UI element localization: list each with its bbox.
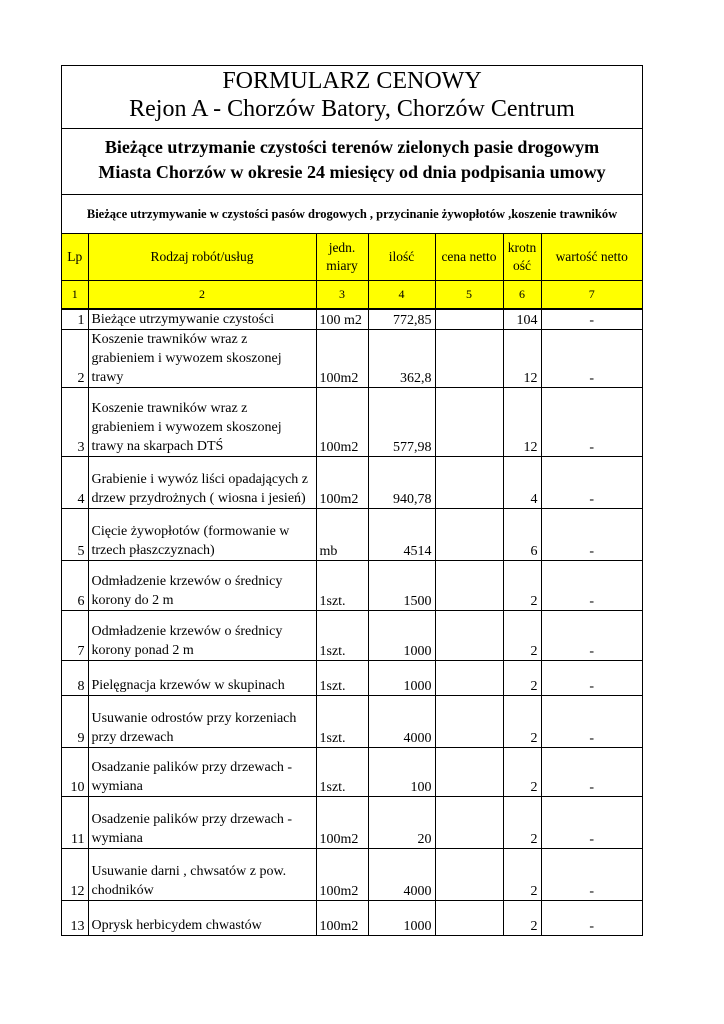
column-header-value: wartość netto (541, 234, 642, 281)
row-work-name: Cięcie żywopłotów (formowanie w trzech płaszczyznach) (88, 509, 316, 561)
row-unit: 100m2 (316, 901, 368, 936)
row-lp: 13 (62, 901, 88, 936)
table-row (62, 611, 642, 661)
row-work-name: Bieżące utrzymywanie czystości (88, 309, 316, 330)
row-lp: 5 (62, 509, 88, 561)
row-quantity: 577,98 (368, 388, 435, 457)
column-header-qty: ilość (368, 234, 435, 281)
column-number: 2 (88, 281, 316, 310)
row-multiplier: 2 (503, 561, 541, 611)
table-row (62, 388, 642, 457)
row-work-name: Grabienie i wywóz liści opadających z drzew przydrożnych ( wiosna i jesień) (88, 457, 316, 509)
row-net-value: - (541, 611, 642, 661)
table-row (62, 901, 642, 936)
row-net-price (435, 611, 503, 661)
row-multiplier: 2 (503, 661, 541, 696)
row-unit: mb (316, 509, 368, 561)
row-lp: 8 (62, 661, 88, 696)
subtitle-block (62, 129, 642, 195)
row-unit: 100m2 (316, 457, 368, 509)
row-multiplier: 6 (503, 509, 541, 561)
table-row (62, 661, 642, 696)
row-unit: 100 m2 (316, 309, 368, 330)
row-lp: 10 (62, 748, 88, 797)
row-lp: 12 (62, 849, 88, 901)
row-unit: 100m2 (316, 849, 368, 901)
row-net-value: - (541, 309, 642, 330)
row-net-price (435, 309, 503, 330)
row-quantity: 20 (368, 797, 435, 849)
price-form (61, 65, 643, 936)
table-row (62, 696, 642, 748)
column-header-mult: krotn ość (503, 234, 541, 281)
row-multiplier: 2 (503, 849, 541, 901)
row-lp: 11 (62, 797, 88, 849)
row-multiplier: 2 (503, 901, 541, 936)
row-net-price (435, 901, 503, 936)
row-unit: 1szt. (316, 661, 368, 696)
row-unit: 1szt. (316, 696, 368, 748)
column-number: 3 (316, 281, 368, 310)
row-work-name: Odmładzenie krzewów o średnicy korony ponad 2 m (88, 611, 316, 661)
row-unit: 100m2 (316, 797, 368, 849)
row-multiplier: 104 (503, 309, 541, 330)
row-multiplier: 2 (503, 696, 541, 748)
row-work-name: Koszenie trawników wraz z grabieniem i wywozem skoszonej trawy (88, 330, 316, 388)
table-row (62, 561, 642, 611)
row-net-value: - (541, 748, 642, 797)
column-number: 1 (62, 281, 88, 310)
row-multiplier: 12 (503, 388, 541, 457)
row-unit: 100m2 (316, 330, 368, 388)
row-quantity: 1500 (368, 561, 435, 611)
table-row (62, 309, 642, 330)
column-header-lp: Lp (62, 234, 88, 281)
row-multiplier: 2 (503, 611, 541, 661)
row-net-price (435, 330, 503, 388)
row-lp: 2 (62, 330, 88, 388)
column-number: 5 (435, 281, 503, 310)
price-table (62, 234, 642, 935)
row-net-value: - (541, 457, 642, 509)
row-net-price (435, 661, 503, 696)
row-lp: 1 (62, 309, 88, 330)
row-unit: 1szt. (316, 611, 368, 661)
row-net-value: - (541, 661, 642, 696)
row-lp: 6 (62, 561, 88, 611)
row-multiplier: 12 (503, 330, 541, 388)
column-header-name: Rodzaj robót/usług (88, 234, 316, 281)
section-title: Bieżące utrzymywanie w czystości pasów drogowych , przycinanie żywopłotów ,koszenie trawników (62, 195, 642, 234)
row-quantity: 362,8 (368, 330, 435, 388)
table-header-row (62, 234, 642, 281)
row-quantity: 772,85 (368, 309, 435, 330)
row-net-price (435, 797, 503, 849)
table-row (62, 797, 642, 849)
row-multiplier: 4 (503, 457, 541, 509)
row-net-price (435, 748, 503, 797)
row-unit: 1szt. (316, 748, 368, 797)
column-header-unit: jedn. miary (316, 234, 368, 281)
row-net-value: - (541, 797, 642, 849)
row-net-price (435, 509, 503, 561)
subtitle-line2: Miasta Chorzów w okresie 24 miesięcy od dnia podpisania umowy (98, 162, 606, 182)
row-quantity: 4514 (368, 509, 435, 561)
row-work-name: Osadzenie palików przy drzewach - wymiana (88, 797, 316, 849)
row-net-value: - (541, 901, 642, 936)
row-multiplier: 2 (503, 748, 541, 797)
row-net-price (435, 388, 503, 457)
row-net-price (435, 696, 503, 748)
row-net-value: - (541, 388, 642, 457)
row-net-value: - (541, 509, 642, 561)
row-net-value: - (541, 849, 642, 901)
row-work-name: Oprysk herbicydem chwastów (88, 901, 316, 936)
row-net-price (435, 457, 503, 509)
column-number: 4 (368, 281, 435, 310)
row-work-name: Usuwanie darni , chwsatów z pow. chodników (88, 849, 316, 901)
row-net-value: - (541, 330, 642, 388)
row-lp: 3 (62, 388, 88, 457)
row-lp: 7 (62, 611, 88, 661)
table-row (62, 509, 642, 561)
row-lp: 4 (62, 457, 88, 509)
table-row (62, 849, 642, 901)
row-work-name: Osadzanie palików przy drzewach - wymiana (88, 748, 316, 797)
subtitle-line1: Bieżące utrzymanie czystości terenów zielonych pasie drogowym (104, 137, 600, 157)
region-title: Rejon A - Chorzów Batory, Chorzów Centrum (129, 96, 575, 122)
row-unit: 1szt. (316, 561, 368, 611)
row-unit: 100m2 (316, 388, 368, 457)
table-row (62, 330, 642, 388)
row-multiplier: 2 (503, 797, 541, 849)
row-quantity: 4000 (368, 849, 435, 901)
column-header-price: cena netto (435, 234, 503, 281)
row-net-price (435, 849, 503, 901)
row-net-price (435, 561, 503, 611)
row-quantity: 940,78 (368, 457, 435, 509)
table-row (62, 748, 642, 797)
row-quantity: 4000 (368, 696, 435, 748)
row-net-value: - (541, 696, 642, 748)
column-number: 6 (503, 281, 541, 310)
row-quantity: 100 (368, 748, 435, 797)
table-row (62, 457, 642, 509)
column-number: 7 (541, 281, 642, 310)
row-lp: 9 (62, 696, 88, 748)
row-quantity: 1000 (368, 901, 435, 936)
row-work-name: Koszenie trawników wraz z grabieniem i wywozem skoszonej trawy na skarpach DTŚ (88, 388, 316, 457)
row-net-value: - (541, 561, 642, 611)
form-title: FORMULARZ CENOWY (222, 68, 482, 94)
row-quantity: 1000 (368, 611, 435, 661)
row-quantity: 1000 (368, 661, 435, 696)
column-number-row (62, 281, 642, 310)
row-work-name: Odmładzenie krzewów o średnicy korony do 2 m (88, 561, 316, 611)
row-work-name: Usuwanie odrostów przy korzeniach przy drzewach (88, 696, 316, 748)
row-work-name: Pielęgnacja krzewów w skupinach (88, 661, 316, 696)
title-block (62, 66, 642, 129)
